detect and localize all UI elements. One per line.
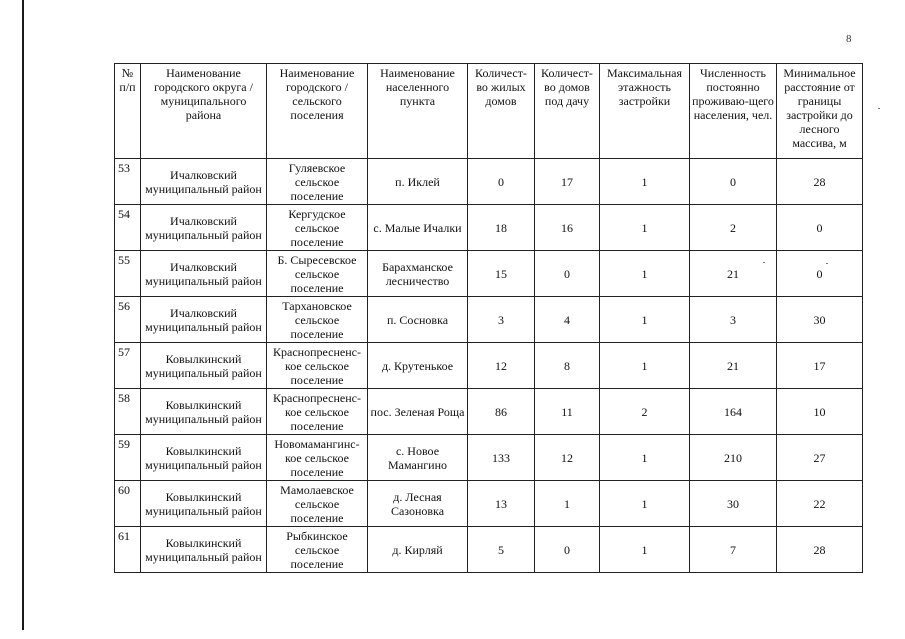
scan-speck xyxy=(878,108,880,109)
table-row xyxy=(115,435,863,481)
forest-distance-cell: 28 xyxy=(777,527,863,573)
table-row xyxy=(115,389,863,435)
forest-distance-cell: 27 xyxy=(777,435,863,481)
header-locality: Наименование населенного пункта xyxy=(368,64,468,159)
header-houses: Количест-во жилых домов xyxy=(468,64,535,159)
population-cell: 2 xyxy=(690,205,777,251)
dacha-houses-cell: 0 xyxy=(535,251,600,297)
max-floors-cell: 1 xyxy=(600,481,690,527)
forest-distance-cell: 28 xyxy=(777,159,863,205)
locality-cell: д. Лесная Сазоновка xyxy=(368,481,468,527)
table-body xyxy=(115,159,863,573)
dacha-houses-cell: 8 xyxy=(535,343,600,389)
dacha-houses-cell: 16 xyxy=(535,205,600,251)
settlement-cell: Краснопресненс-кое сельское поселение xyxy=(267,343,368,389)
header-max-floors: Максимальная этажность застройки xyxy=(600,64,690,159)
district-cell: Ковылкинский муниципальный район xyxy=(141,481,267,527)
header-dacha-houses: Количест-во домов под дачу xyxy=(535,64,600,159)
max-floors-cell: 1 xyxy=(600,297,690,343)
population-cell: 164 xyxy=(690,389,777,435)
district-cell: Ковылкинский муниципальный район xyxy=(141,435,267,481)
houses-cell: 3 xyxy=(468,297,535,343)
max-floors-cell: 1 xyxy=(600,435,690,481)
row-number: 55 xyxy=(115,251,141,297)
header-settlement: Наименование городского / сельского поселения xyxy=(267,64,368,159)
header-forest-distance: Минимальное расстояние от границы застройки до лесного массива, м xyxy=(777,64,863,159)
houses-cell: 5 xyxy=(468,527,535,573)
locality-cell: с. Новое Мамангино xyxy=(368,435,468,481)
district-cell: Ичалковский муниципальный район xyxy=(141,297,267,343)
locality-cell: с. Малые Ичалки xyxy=(368,205,468,251)
population-cell: 7 xyxy=(690,527,777,573)
table-row xyxy=(115,205,863,251)
table-row xyxy=(115,159,863,205)
dacha-houses-cell: 12 xyxy=(535,435,600,481)
dacha-houses-cell: 0 xyxy=(535,527,600,573)
district-cell: Ковылкинский муниципальный район xyxy=(141,389,267,435)
max-floors-cell: 1 xyxy=(600,251,690,297)
dacha-houses-cell: 17 xyxy=(535,159,600,205)
locality-cell: д. Крутенькое xyxy=(368,343,468,389)
header-population: Численность постоянно проживаю-щего населения, чел. xyxy=(690,64,777,159)
row-number: 61 xyxy=(115,527,141,573)
population-cell: 30 xyxy=(690,481,777,527)
district-cell: Ичалковский муниципальный район xyxy=(141,251,267,297)
table-row xyxy=(115,527,863,573)
locality-cell: п. Иклей xyxy=(368,159,468,205)
max-floors-cell: 1 xyxy=(600,527,690,573)
page-number: 8 xyxy=(846,33,852,45)
table-row xyxy=(115,251,863,297)
population-cell: 210 xyxy=(690,435,777,481)
houses-cell: 12 xyxy=(468,343,535,389)
header-number: № п/п xyxy=(115,64,141,159)
max-floors-cell: 1 xyxy=(600,159,690,205)
population-cell: 0 xyxy=(690,159,777,205)
row-number: 54 xyxy=(115,205,141,251)
table-header-row xyxy=(115,64,863,159)
dacha-houses-cell: 4 xyxy=(535,297,600,343)
settlement-cell: Гуляевское сельское поселение xyxy=(267,159,368,205)
district-cell: Ковылкинский муниципальный район xyxy=(141,527,267,573)
row-number: 57 xyxy=(115,343,141,389)
settlement-cell: Рыбкинское сельское поселение xyxy=(267,527,368,573)
table-row xyxy=(115,481,863,527)
forest-distance-cell: 10 xyxy=(777,389,863,435)
row-number: 59 xyxy=(115,435,141,481)
settlement-cell: Краснопресненс-кое сельское поселение xyxy=(267,389,368,435)
header-district: Наименование городского округа / муниципального района xyxy=(141,64,267,159)
forest-distance-cell: 17 xyxy=(777,343,863,389)
settlement-cell: Б. Сыресевское сельское поселение xyxy=(267,251,368,297)
row-number: 56 xyxy=(115,297,141,343)
houses-cell: 133 xyxy=(468,435,535,481)
locality-cell: п. Сосновка xyxy=(368,297,468,343)
max-floors-cell: 1 xyxy=(600,343,690,389)
population-cell: 3 xyxy=(690,297,777,343)
forest-distance-cell: 22 xyxy=(777,481,863,527)
binding-margin-line xyxy=(22,0,24,630)
settlement-cell: Кергудское сельское поселение xyxy=(267,205,368,251)
houses-cell: 13 xyxy=(468,481,535,527)
dacha-houses-cell: 1 xyxy=(535,481,600,527)
max-floors-cell: 2 xyxy=(600,389,690,435)
dacha-houses-cell: 11 xyxy=(535,389,600,435)
district-cell: Ичалковский муниципальный район xyxy=(141,205,267,251)
houses-cell: 86 xyxy=(468,389,535,435)
row-number: 53 xyxy=(115,159,141,205)
row-number: 60 xyxy=(115,481,141,527)
population-cell: 21 xyxy=(690,343,777,389)
table-row xyxy=(115,343,863,389)
row-number: 58 xyxy=(115,389,141,435)
forest-distance-cell: 0 xyxy=(777,251,863,297)
settlements-table xyxy=(114,63,863,573)
max-floors-cell: 1 xyxy=(600,205,690,251)
locality-cell: д. Кирляй xyxy=(368,527,468,573)
houses-cell: 18 xyxy=(468,205,535,251)
forest-distance-cell: 0 xyxy=(777,205,863,251)
houses-cell: 15 xyxy=(468,251,535,297)
settlement-cell: Тархановское сельское поселение xyxy=(267,297,368,343)
population-cell: 21 xyxy=(690,251,777,297)
locality-cell: Барахманское лесничество xyxy=(368,251,468,297)
locality-cell: пос. Зеленая Роща xyxy=(368,389,468,435)
settlement-cell: Новомамангинс-кое сельское поселение xyxy=(267,435,368,481)
district-cell: Ковылкинский муниципальный район xyxy=(141,343,267,389)
table-row xyxy=(115,297,863,343)
settlement-cell: Мамолаевское сельское поселение xyxy=(267,481,368,527)
forest-distance-cell: 30 xyxy=(777,297,863,343)
district-cell: Ичалковский муниципальный район xyxy=(141,159,267,205)
houses-cell: 0 xyxy=(468,159,535,205)
